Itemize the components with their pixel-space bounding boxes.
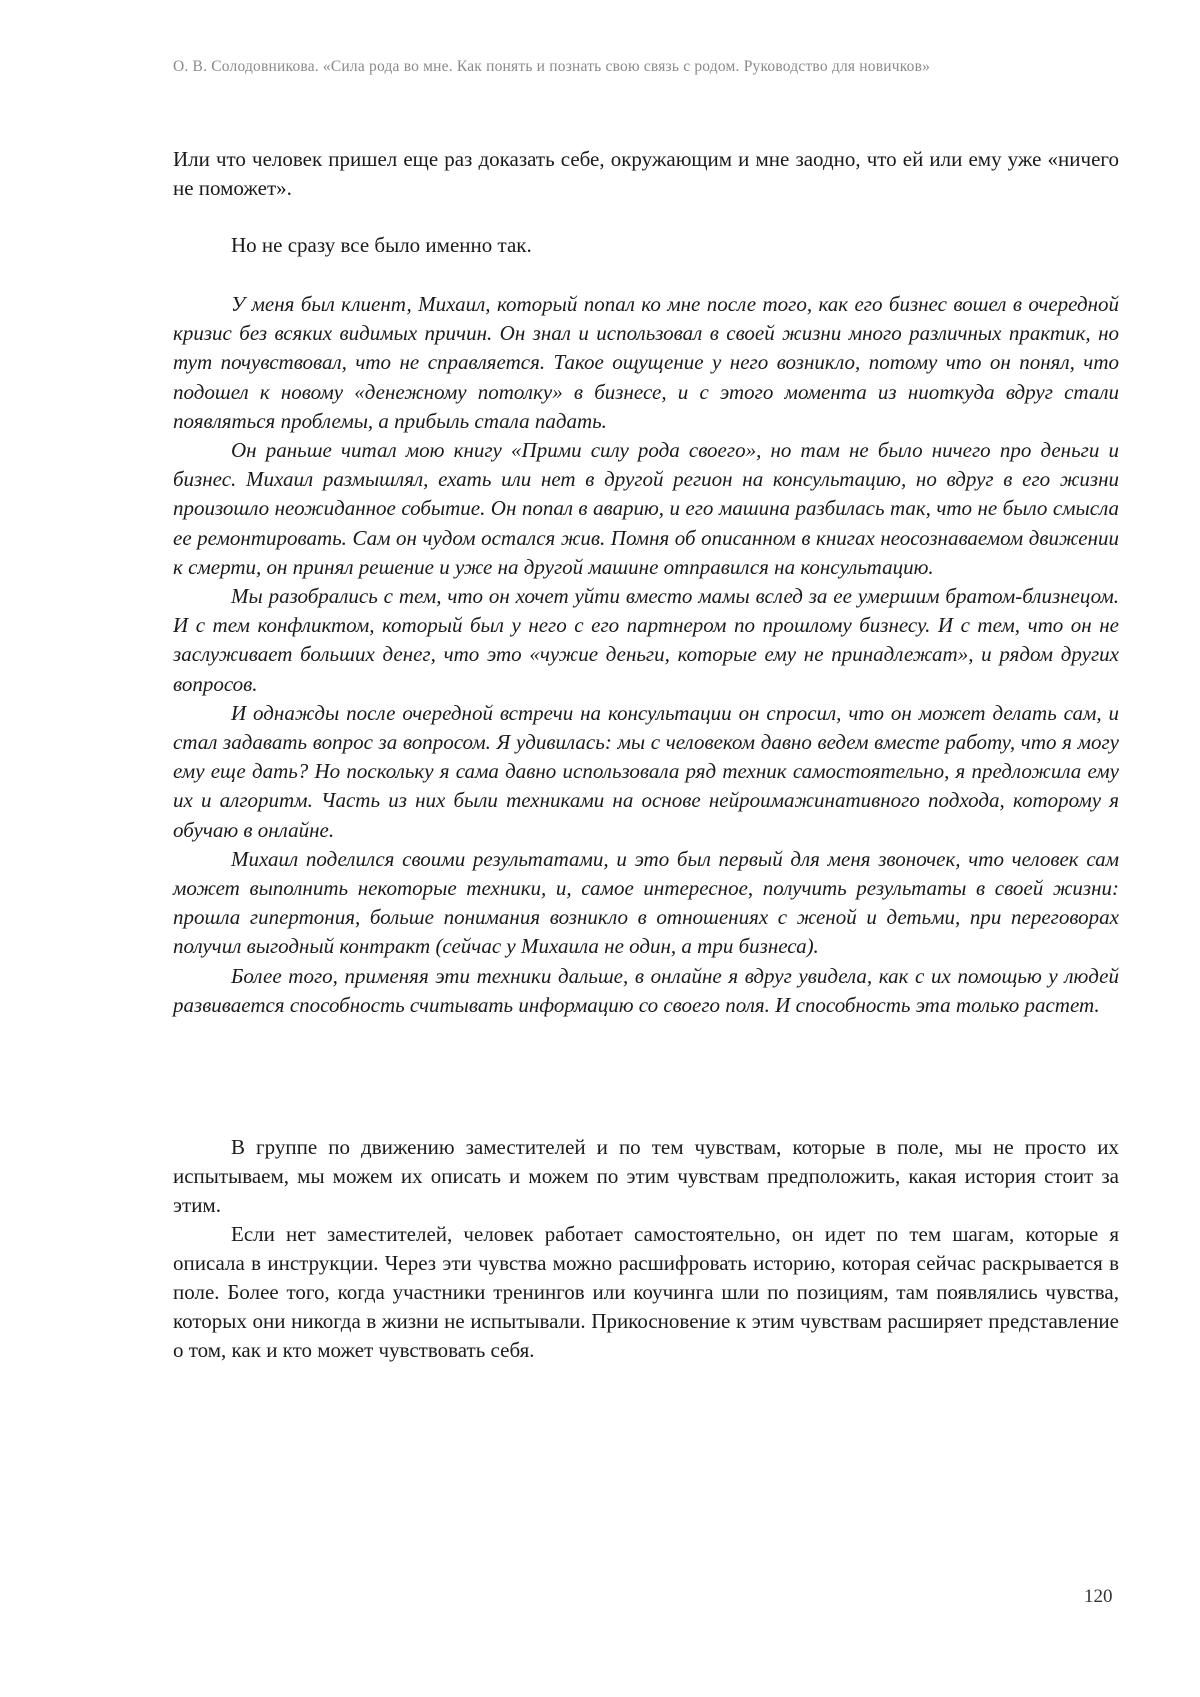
story-paragraph: У меня был клиент, Михаил, который попал ко мне после того, как его бизнес вошел в очередной кризис без всяких видимых причин. Он знал и использовал в своей жизни много различных практик, но тут почувствовал, что не справляется. Такое ощущение у него возникло, потому что он понял, что подошел к новому «денежному потолку» в бизнесе, и с этого момента из ниоткуда вдруг стали появляться проблемы, а прибыль стала падать. <box>173 292 1119 433</box>
story-paragraph: Он раньше читал мою книгу «Прими силу рода своего», но там не было ничего про деньги и бизнес. Михаил размышлял, ехать или нет в другой регион на консультацию, но вдруг в его жизни произошло неожиданное событие. Он попал в аварию, и его машина разбилась так, что не было смысла ее ремонтировать. Сам он чудом остался жив. Помня об описанном в книгах неосознаваемом движении к смерти, он принял решение и уже на другой машине отправился на консультацию. <box>173 438 1119 579</box>
closing-paragraph: В группе по движению заместителей и по тем чувствам, которые в поле, мы не просто их испытываем, мы можем их описать и можем по этим чувствам предположить, какая история стоит за этим. <box>173 1135 1119 1217</box>
transition-paragraph-block <box>173 231 1119 260</box>
story-paragraph: Михаил поделился своими результатами, и это был первый для меня звоночек, что человек сам может выполнить некоторые техники, и, самое интересное, получить результаты в своей жизни: прошла гипертония, больше понимания возникло в отношениях с женой и детьми, при переговорах получил выгодный контракт (сейчас у Михаила не один, а три бизнеса). <box>173 846 1119 959</box>
closing-section <box>173 1133 1119 1365</box>
story-paragraph: И однажды после очередной встречи на консультации он спросил, что он может делать сам, и стал задавать вопрос за вопросом. Я удивилась: мы с человеком давно ведем вместе работу, что я могу ему еще дать? Но поскольку я сама давно использовала ряд техник самостоятельно, я предложила ему их и алгоритм. Часть из них были техниками на основе нейроимажинативного подхода, которому я обучаю в онлайне. <box>173 700 1119 842</box>
closing-paragraph: Если нет заместителей, человек работает самостоятельно, он идет по тем шагам, которые я описала в инструкции. Через эти чувства можно расшифровать историю, которая сейчас раскрывается в поле. Более того, когда участники тренингов или коучинга шли по позициям, там появлялись чувства, которых они никогда в жизни не испытывали. Прикосновение к этим чувствам расширяет представление о том, как и кто может чувствовать себя. <box>173 1222 1119 1362</box>
running-header: О. В. Солодовникова. «Сила рода во мне. Как понять и познать свою связь с родом. Руководство для новичков» <box>173 58 931 75</box>
transition-paragraph: Но не сразу все было именно так. <box>231 233 532 257</box>
client-story <box>173 290 1119 1020</box>
story-paragraph: Мы разобрались с тем, что он хочет уйти вместо мамы вслед за ее умершим братом-близнецом. И с тем конфликтом, который был у него с его партнером по прошлому бизнесу. И с тем, что он не заслуживает больших денег, что это «чужие деньги, которые ему не принадлежат», и рядом других вопросов. <box>173 584 1119 696</box>
page-number: 120 <box>1084 1586 1113 1607</box>
intro-paragraph: Или что человек пришел еще раз доказать себе, окружающим и мне заодно, что ей или ему уже «ничего не поможет». <box>173 147 1119 200</box>
intro-paragraph-block <box>173 145 1119 203</box>
story-paragraph: Более того, применяя эти техники дальше, в онлайне я вдруг увидела, как с их помощью у людей развивается способность считывать информацию со своего поля. И способность эта только растет. <box>173 963 1119 1017</box>
